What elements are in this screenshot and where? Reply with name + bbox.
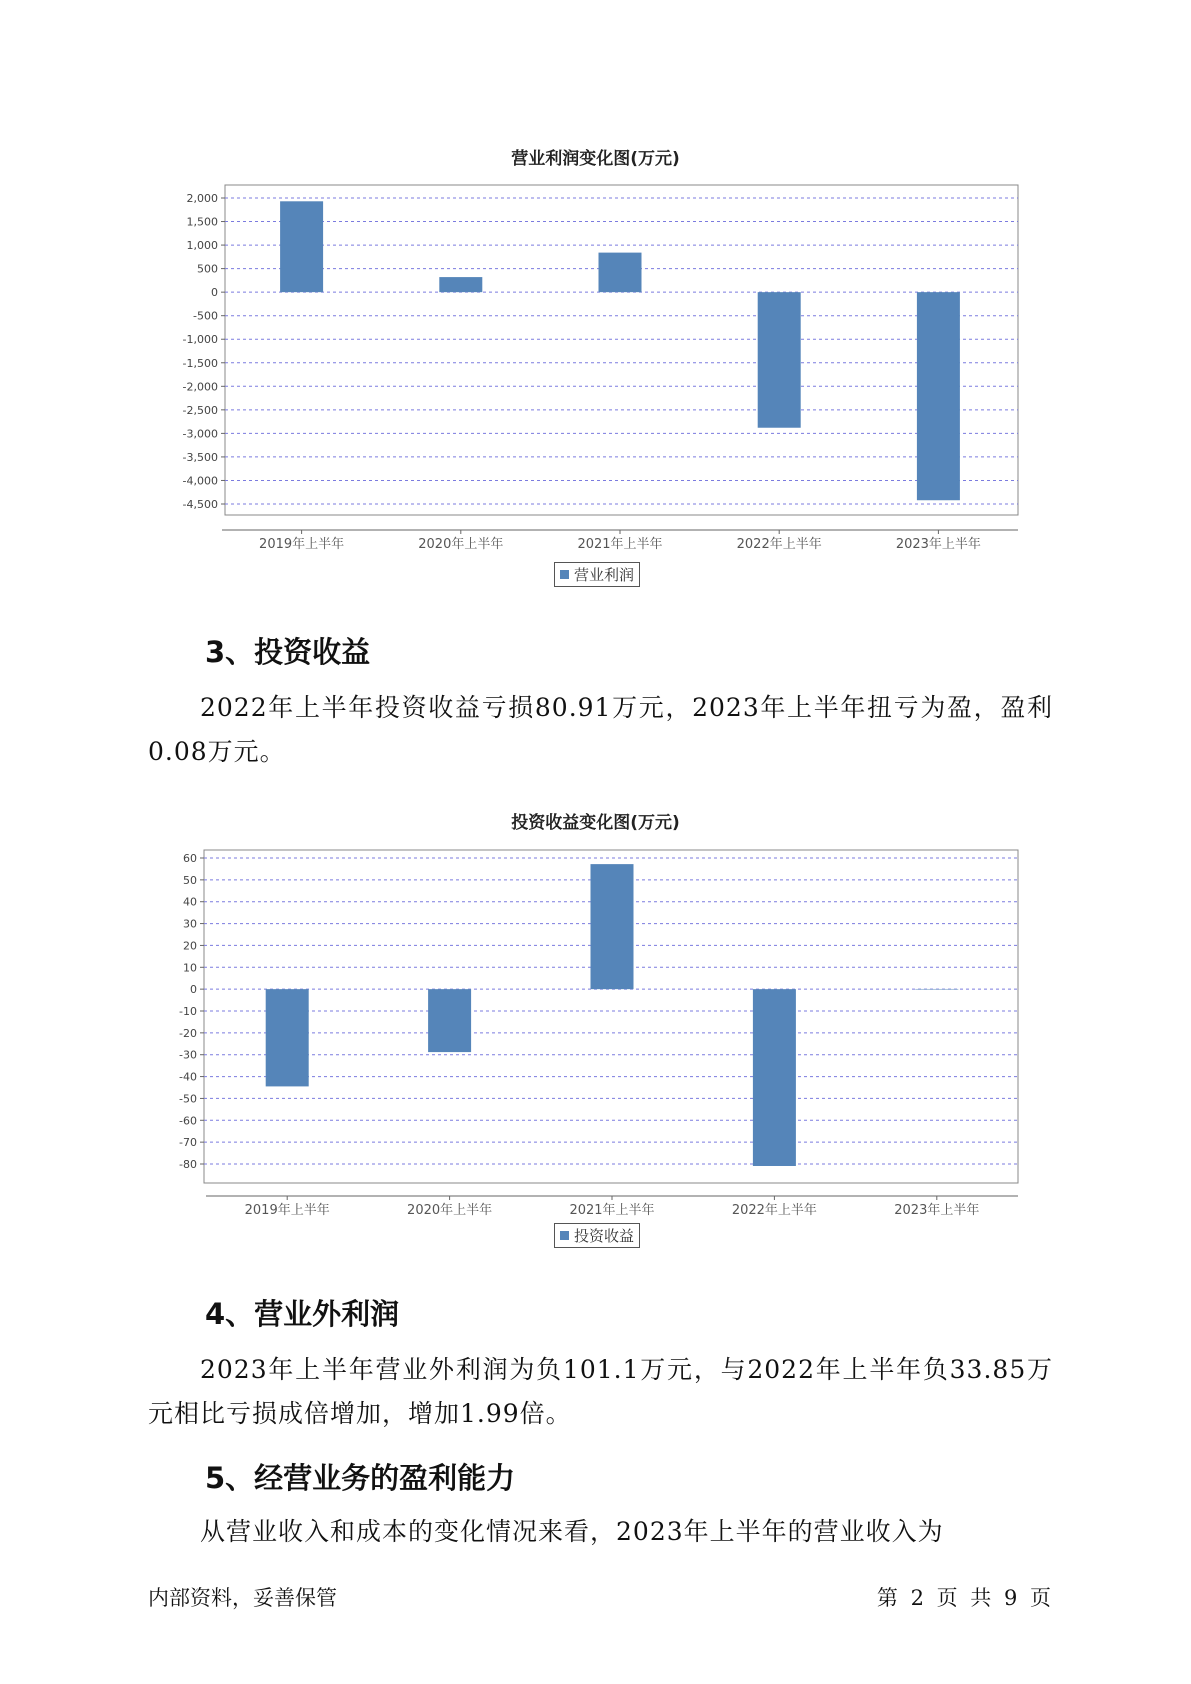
y-tick-label: 50	[183, 873, 197, 887]
y-tick-label: -4,500	[182, 498, 218, 511]
bar	[758, 292, 801, 428]
y-tick-label: -40	[179, 1070, 197, 1084]
legend-swatch-icon	[560, 570, 569, 579]
y-tick-label: -20	[179, 1026, 197, 1040]
operating-profit-chart	[0, 165, 1191, 552]
footer-page-number: 第 2 页 共 9 页	[876, 1586, 1051, 1610]
y-tick-label: -3,500	[182, 450, 218, 464]
x-tick-label: 2021年上半年	[569, 1203, 655, 1218]
y-tick-label: -2,500	[182, 403, 218, 417]
bar	[599, 253, 642, 293]
bar	[266, 989, 309, 1086]
y-tick-label: -3,000	[182, 427, 218, 441]
x-tick-label: 2020年上半年	[418, 537, 504, 552]
footer-confidential: 内部资料，妥善保管	[148, 1586, 337, 1610]
y-tick-label: 2,000	[186, 192, 218, 205]
chart1-legend	[554, 562, 640, 587]
bar	[591, 864, 634, 989]
y-tick-label: -2,000	[182, 380, 218, 394]
y-tick-label: -1,500	[182, 356, 218, 370]
y-tick-label: 1,000	[186, 239, 218, 253]
y-tick-label: 60	[183, 852, 197, 865]
y-tick-label: -80	[179, 1158, 197, 1171]
y-tick-label: -60	[179, 1114, 197, 1128]
y-tick-label: -500	[193, 309, 218, 323]
x-tick-label: 2019年上半年	[259, 537, 345, 552]
section3-paragraph: 2022年上半年投资收益亏损80.91万元，2023年上半年扭亏为盈，盈利0.08万元。	[148, 693, 1053, 766]
y-tick-label: -10	[179, 1005, 197, 1018]
section5-paragraph: 从营业收入和成本的变化情况来看，2023年上半年的营业收入为	[200, 1517, 944, 1546]
y-tick-label: -1,000	[182, 333, 218, 347]
bar	[753, 989, 796, 1166]
chart2-legend-label: 投资收益	[574, 1227, 635, 1245]
x-tick-label: 2022年上半年	[731, 1203, 817, 1218]
y-tick-label: 0	[190, 983, 197, 997]
y-tick-label: -4,000	[182, 474, 218, 488]
section4-heading: 4、营业外利润	[205, 1297, 400, 1331]
investment-income-chart	[0, 830, 1191, 1218]
bar	[915, 989, 958, 990]
legend-swatch-icon	[560, 1231, 569, 1240]
chart2-legend	[554, 1223, 640, 1248]
chart1-title: 营业利润变化图(万元)	[511, 149, 680, 169]
x-tick-label: 2019年上半年	[244, 1203, 330, 1218]
x-tick-label: 2023年上半年	[894, 1203, 980, 1218]
chart2-title: 投资收益变化图(万元)	[511, 813, 680, 833]
y-tick-label: 10	[183, 961, 197, 975]
y-tick-label: 0	[211, 286, 218, 300]
section4-paragraph: 2023年上半年营业外利润为负101.1万元，与2022年上半年负33.85万元相比亏损成倍增加，增加1.99倍。	[148, 1355, 1053, 1428]
x-tick-label: 2021年上半年	[577, 537, 663, 552]
bar	[280, 201, 323, 292]
y-tick-label: -30	[179, 1048, 197, 1062]
x-tick-label: 2022年上半年	[736, 537, 822, 552]
x-tick-label: 2023年上半年	[895, 537, 981, 552]
y-tick-label: 30	[183, 917, 197, 931]
section5-heading: 5、经营业务的盈利能力	[205, 1461, 516, 1495]
y-tick-label: -70	[179, 1136, 197, 1150]
plot-area	[225, 185, 1018, 515]
bar	[439, 277, 482, 292]
bar	[428, 989, 471, 1052]
chart1-legend-label: 营业利润	[574, 566, 635, 584]
bar	[917, 292, 960, 500]
y-tick-label: 1,500	[186, 215, 218, 229]
section3-heading: 3、投资收益	[205, 635, 371, 669]
y-tick-label: 20	[183, 939, 197, 953]
y-tick-label: -50	[179, 1092, 197, 1106]
y-tick-label: 40	[183, 895, 197, 909]
x-tick-label: 2020年上半年	[407, 1203, 493, 1218]
y-tick-label: 500	[197, 262, 218, 276]
